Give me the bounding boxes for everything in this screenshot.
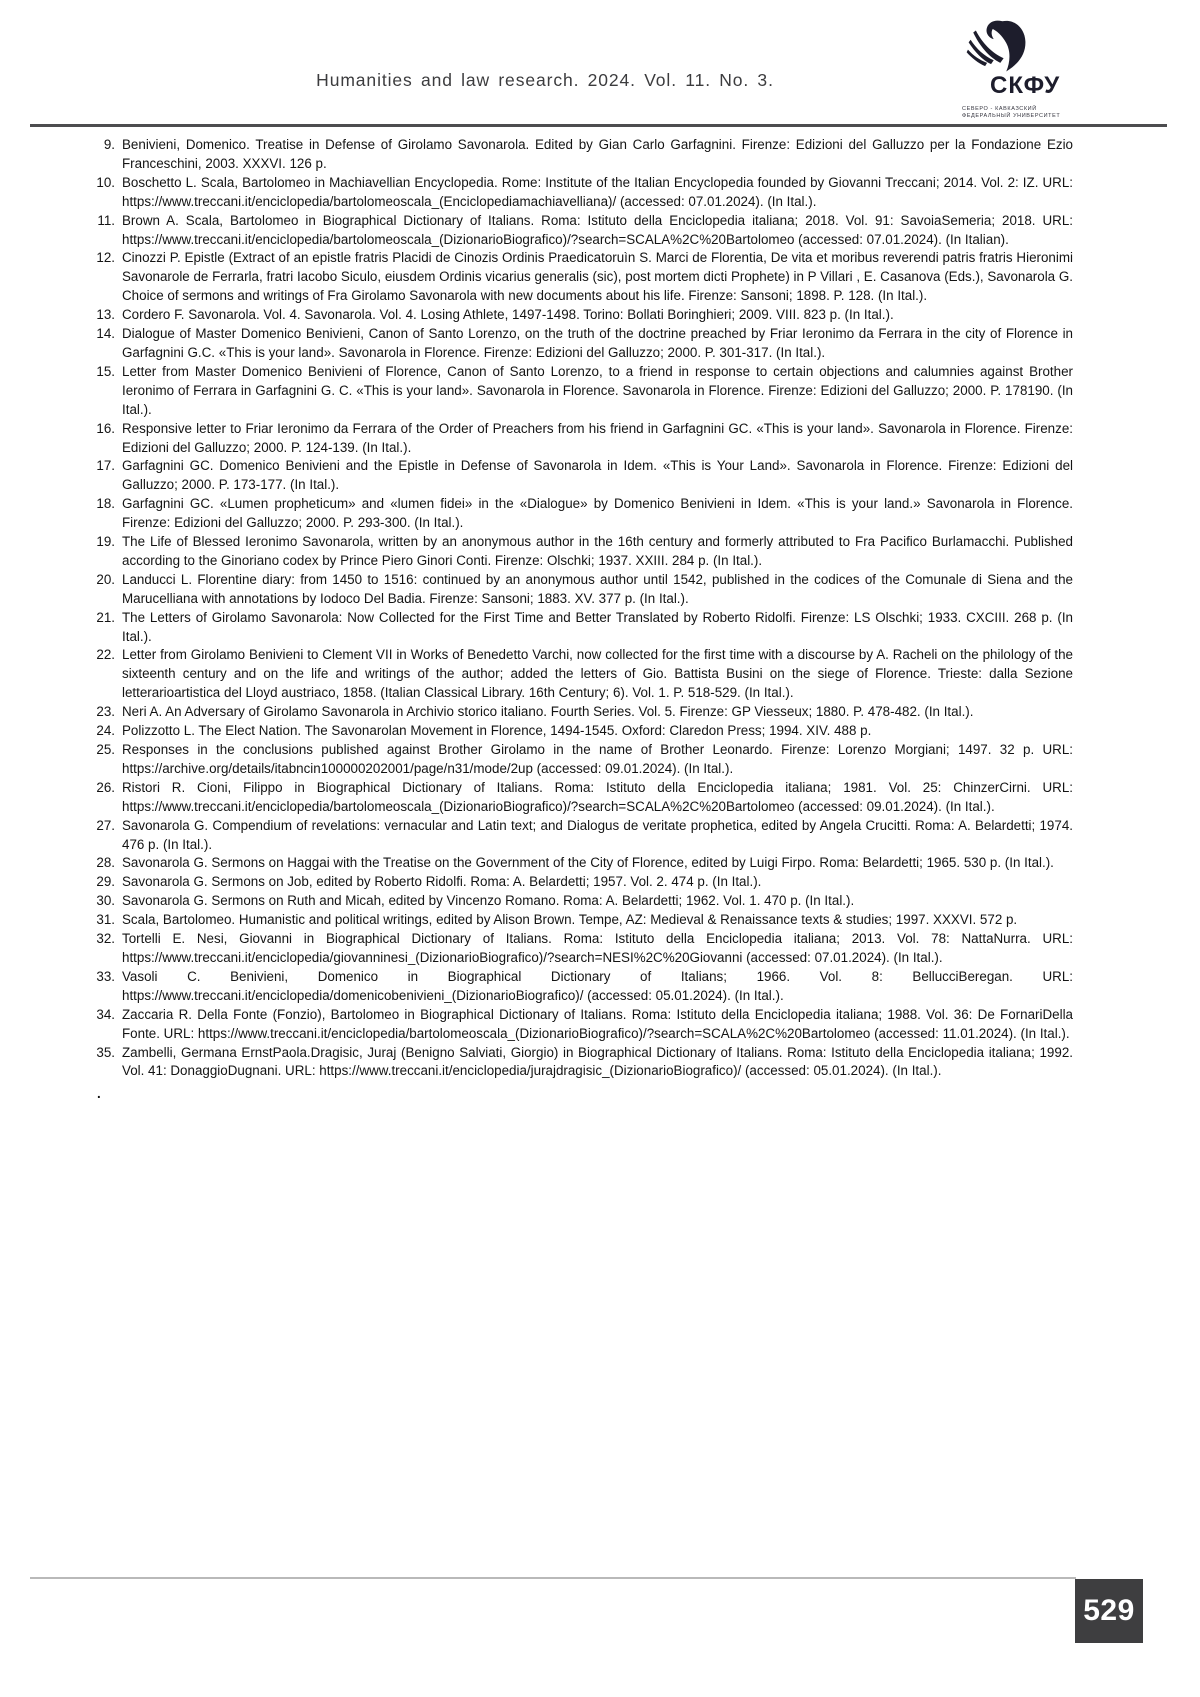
reference-item <box>95 325 1073 363</box>
reference-number: 18. <box>96 496 115 512</box>
reference-item <box>95 779 1073 817</box>
reference-number: 29. <box>96 874 115 890</box>
swan-bird-icon <box>964 18 1030 80</box>
reference-item <box>95 741 1073 779</box>
reference-item <box>95 136 1073 174</box>
logo-acronym: СКФУ <box>990 72 1061 99</box>
reference-item <box>95 495 1073 533</box>
reference-text: Cinozzi P. Epistle (Extract of an epistle fratris Placidi de Cinozis Ordinis Praedicatoruìn S. Marci de Florentia, De vita et moribus reverendi patris fratris Hieronimi Savonarole de Ferrarla, fratri Iacobo Siculo, eiusdem Ordinis vicarius generalis (sic), post mortem dicti Prophete) in P Villari , E. Casanova (Eds.), Savonarola G. Choice of sermons and writings of Fra Girolamo Savonarola with new documents about his life. Firenze: Sansoni; 1898. P. 128. (In Ital.). <box>122 250 1073 304</box>
reference-text: Savonarola G. Sermons on Ruth and Micah, edited by Vincenzo Romano. Roma: A. Belardetti; 1962. Vol. 1. 470 p. (In Ital.). <box>122 893 855 909</box>
reference-text: Savonarola G. Sermons on Job, edited by Roberto Ridolfi. Roma: A. Belardetti; 1957. Vol. 2. 474 p. (In Ital.). <box>122 874 762 890</box>
reference-number: 27. <box>96 817 115 833</box>
logo-subtitle-line2: ФЕДЕРАЛЬНЫЙ УНИВЕРСИТЕТ <box>962 113 1061 119</box>
reference-text: Neri A. An Adversary of Girolamo Savonarola in Archivio storico italiano. Fourth Series. Vol. 5. Firenze: GP Viesseux; 1880. P. 478-482. (In Ital.). <box>122 704 974 720</box>
reference-number: 23. <box>96 704 115 720</box>
reference-item <box>95 533 1073 571</box>
reference-text: Garfagnini GC. Domenico Benivieni and the Epistle in Defense of Savonarola in Idem. «This is Your Land». Savonarola in Florence. Firenze: Edizioni del Galluzzo; 2000. P. 173-177. (In Ital.). <box>122 458 1073 493</box>
reference-text: Garfagnini GC. «Lumen propheticum» and «lumen fidei» in the «Dialogue» by Domenico Benivieni in Idem. «This is your land.» Savonarola in Florence. Firenze: Edizioni del Galluzzo; 2000. P. 293-300. (In Ital.). <box>122 496 1073 531</box>
reference-item <box>95 873 1073 892</box>
reference-number: 22. <box>96 647 115 663</box>
reference-number: 24. <box>96 723 115 739</box>
reference-item <box>95 722 1073 741</box>
reference-number: 30. <box>96 893 115 909</box>
reference-list <box>0 126 1200 1081</box>
reference-item <box>95 817 1073 855</box>
reference-item <box>95 212 1073 250</box>
logo-subtitle-line1: СЕВЕРО - КАВКАЗСКИЙ <box>962 106 1037 112</box>
reference-text: The Life of Blessed Ieronimo Savonarola, written by an anonymous author in the 16th century and formerly attributed to Fra Pacifico Burlamacchi. Published according to the Ginoriano codex by Prince Piero Ginori Conti. Firenze: Olschki; 1937. XXIII. 284 p. (In Ital.). <box>122 534 1073 568</box>
reference-text: Zambelli, Germana ErnstPaola.Dragisic, Juraj (Benigno Salviati, Giorgio) in Biographical Dictionary of Italians. Roma: Istituto della Enciclopedia italiana; 1992. Vol. 41: DonaggioDugnani. URL: https://www.treccani.it/enciclopedia/jurajdragisic_(DizionarioBiografico)/ (accessed: 05.01.2024). (In Ital.). <box>122 1044 1073 1079</box>
reference-text: Cordero F. Savonarola. Vol. 4. Savonarola. Vol. 4. Losing Athlete, 1497-1498. Torino: Bollati Boringhieri; 2009. VIII. 823 p. (In Ital.). <box>122 307 894 323</box>
reference-item <box>95 892 1073 911</box>
trailing-period: . <box>97 1086 101 1102</box>
reference-number: 16. <box>96 420 115 436</box>
reference-number: 19. <box>96 534 115 550</box>
reference-item <box>95 930 1073 968</box>
reference-item <box>95 703 1073 722</box>
reference-text: Tortelli E. Nesi, Giovanni in Biographical Dictionary of Italians. Roma: Istituto della Enciclopedia italiana; 2013. Vol. 78: NattaNurra. URL: https://www.treccani.it/enciclopedia/giovanninesi_(DizionarioBiografico)/?search=NESI%2C%20Giovanni (accessed: 07.01.2024). (In Ital.). <box>122 931 1073 965</box>
reference-item <box>95 306 1073 325</box>
reference-text: Zaccaria R. Della Fonte (Fonzio), Bartolomeo in Biographical Dictionary of Italians. Roma: Istituto della Enciclopedia italiana; 1988. Vol. 36: De FornariDella Fonte. URL: https://www.treccani.it/enciclopedia/bartolomeoscala_(DizionarioBiografico)/?search=SCALA%2C%20Bartolomeo (accessed: 11.01.2024). (In Ital.). <box>122 1006 1073 1041</box>
reference-item <box>95 968 1073 1006</box>
footer-divider <box>30 1577 1076 1579</box>
reference-text: Scala, Bartolomeo. Humanistic and political writings, edited by Alison Brown. Tempe, AZ: Medieval & Renaissance texts & studies; 1997. XXXVI. 572 p. <box>122 912 1018 928</box>
reference-text: Landucci L. Florentine diary: from 1450 to 1516: continued by an anonymous author until 1542, published in the codices of the Comunale di Siena and the Marucelliana with annotations by Iodoco Del Badia. Firenze: Sansoni; 1883. XV. 377 p. (In Ital.). <box>122 571 1073 606</box>
reference-number: 25. <box>96 742 115 757</box>
reference-item <box>95 457 1073 495</box>
reference-text: Savonarola G. Compendium of revelations: vernacular and Latin text; and Dialogus de veritate prophetica, edited by Angela Crucitti. Roma: A. Belardetti; 1974. 476 p. (In Ital.). <box>122 817 1073 852</box>
journal-title: Humanities and law research. 2024. Vol. 11. No. 3. <box>316 70 774 90</box>
reference-text: Ristori R. Cioni, Filippo in Biographical Dictionary of Italians. Roma: Istituto della Enciclopedia italiana; 1981. Vol. 25: ChinzerCirni. URL: https://www.treccani.it/enciclopedia/bartolomeoscala_(DizionarioBiografico)/?search=SCALA%2C%20Bartolomeo (accessed: 09.01.2024). (In Ital.). <box>122 779 1073 814</box>
page-header <box>0 0 1200 126</box>
university-logo <box>956 18 1068 124</box>
reference-item <box>95 363 1073 420</box>
reference-number: 28. <box>96 855 115 871</box>
reference-number: 34. <box>96 1006 115 1022</box>
reference-number: 26. <box>96 779 115 795</box>
reference-text: Benivieni, Domenico. Treatise in Defense of Girolamo Savonarola. Edited by Gian Carlo Garfagnini. Firenze: Edizioni del Galluzzo per la Fondazione Ezio Franceschini, 2003. XXXVI. 126 p. <box>122 137 1073 171</box>
reference-text: Dialogue of Master Domenico Benivieni, Canon of Santo Lorenzo, on the truth of the doctrine preached by Friar Ieronimo da Ferrara in the city of Florence in Garfagnini G.C. «This is your land». Savonarola in Florence. Firenze: Edizioni del Galluzzo; 2000. P. 301-317. (In Ital.). <box>122 326 1073 360</box>
reference-text: Brown A. Scala, Bartolomeo in Biographical Dictionary of Italians. Roma: Istituto della Enciclopedia italiana; 2018. Vol. 91: SavoiaSemeria; 2018. URL: https://www.treccani.it/enciclopedia/bartolomeoscala_(DizionarioBiografico)/?search=SCALA%2C%20Bartolomeo (accessed: 07.01.2024). (In Italian). <box>122 212 1073 247</box>
reference-item <box>95 420 1073 458</box>
journal-title-wrap <box>30 70 1060 91</box>
reference-item <box>95 609 1073 647</box>
reference-item <box>95 646 1073 703</box>
reference-number: 31. <box>96 912 115 928</box>
reference-item <box>95 571 1073 609</box>
reference-text: Responses in the conclusions published against Brother Girolamo in the name of Brother Leonardo. Firenze: Lorenzo Morgiani; 1497. 32 p. URL: https://archive.org/details/itabncin100000202001/page/n31/mode/2up (accessed: 09.01.2024). (In Ital.). <box>122 742 1073 776</box>
reference-text: Responsive letter to Friar Ieronimo da Ferrara of the Order of Preachers from his friend in Garfagnini GC. «This is your land». Savonarola in Florence. Firenze: Edizioni del Galluzzo; 2000. P. 124-139. (In Ital.). <box>122 420 1073 455</box>
reference-text: Letter from Girolamo Benivieni to Clement VII in Works of Benedetto Varchi, now collected for the first time with a discourse by A. Racheli on the philology of the sixteenth century and on the life and writings of the author; added the letters of Gio. Battista Busini on the siege of Florence. Trieste: dalla Sezione letterarioartistica del Lloyd austriaco, 1858. (Italian Classical Library. 16th Century; 6). Vol. 1. P. 518-529. (In Ital.). <box>122 647 1073 701</box>
reference-number: 14. <box>96 326 115 342</box>
reference-item <box>95 174 1073 212</box>
reference-number: 20. <box>96 571 115 587</box>
reference-item <box>95 1044 1073 1082</box>
reference-text: Boschetto L. Scala, Bartolomeo in Machiavellian Encyclopedia. Rome: Institute of the Italian Encyclopedia founded by Giovanni Treccani; 2014. Vol. 2: IZ. URL: https://www.treccani.it/enciclopedia/bartolomeoscala_(Enciclopediamachiavelliana)/ (accessed: 07.01.2024). (In Ital.). <box>122 174 1073 209</box>
reference-item <box>95 1006 1073 1044</box>
reference-text: The Letters of Girolamo Savonarola: Now Collected for the First Time and Better Translated by Roberto Ridolfi. Firenze: LS Olschki; 1933. CXCIII. 268 p. (In Ital.). <box>122 609 1073 644</box>
reference-item <box>95 249 1073 306</box>
reference-number: 33. <box>96 968 115 984</box>
reference-number: 13. <box>96 307 115 323</box>
reference-number: 35. <box>96 1044 115 1060</box>
reference-number: 17. <box>96 458 115 474</box>
reference-number: 11. <box>97 212 115 228</box>
reference-item <box>95 854 1073 873</box>
reference-number: 9. <box>103 137 115 152</box>
reference-number: 10. <box>96 174 115 190</box>
page-number: 529 <box>1083 1594 1135 1627</box>
reference-text: Savonarola G. Sermons on Haggai with the Treatise on the Government of the City of Florence, edited by Luigi Firpo. Roma: Belardetti; 1965. 530 p. (In Ital.). <box>122 855 1054 871</box>
reference-text: Polizzotto L. The Elect Nation. The Savonarolan Movement in Florence, 1494-1545. Oxford: Claredon Press; 1994. XIV. 488 p. <box>122 723 872 739</box>
reference-number: 32. <box>96 931 115 947</box>
page-number-box <box>1075 1579 1143 1643</box>
reference-text: Vasoli C. Benivieni, Domenico in Biographical Dictionary of Italians; 1966. Vol. 8: BellucciBeregan. URL: https://www.treccani.it/enciclopedia/domenicobenivieni_(DizionarioBiografico)/ (accessed: 05.01.2024). (In Ital.). <box>122 968 1073 1003</box>
header-divider <box>30 124 1167 127</box>
reference-number: 21. <box>96 609 115 625</box>
reference-text: Letter from Master Domenico Benivieni of Florence, Canon of Santo Lorenzo, to a friend in response to certain objections and calumnies against Brother Ieronimo of Ferrara in Garfagnini G. C. «This is your land». Savonarola in Florence. Savonarola in Florence. Firenze: Edizioni del Galluzzo; 2000. P. 178190. (In Ital.). <box>122 363 1073 417</box>
reference-number: 12. <box>96 250 115 266</box>
reference-number: 15. <box>96 363 115 379</box>
reference-item <box>95 911 1073 930</box>
